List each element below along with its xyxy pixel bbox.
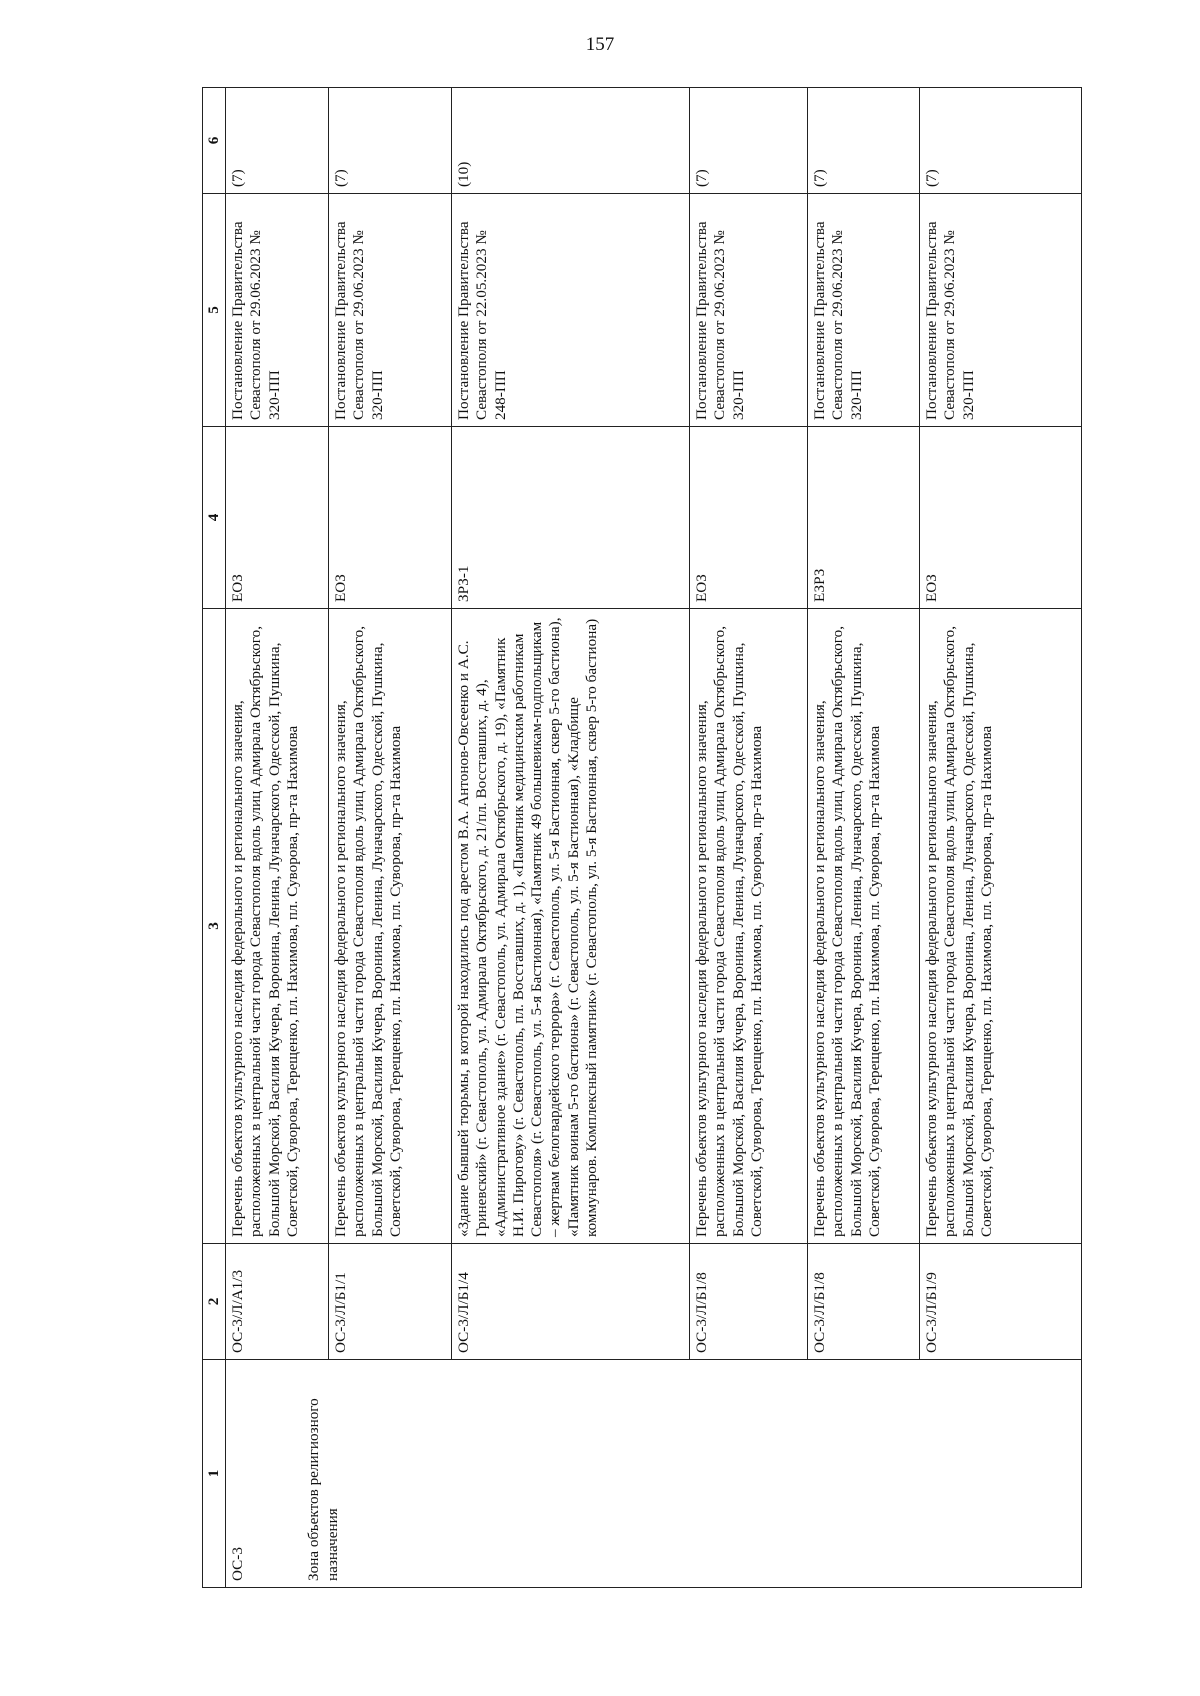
row-zone-type: ЕОЗ bbox=[920, 427, 1082, 609]
zones-table bbox=[202, 87, 1082, 1588]
row-document: Постановление Правительства Севастополя от 29.06.2023 № 320-ПП bbox=[920, 194, 1082, 427]
row-zone-type: ЗРЗ-1 bbox=[452, 427, 690, 609]
row-zone-type: ЕОЗ bbox=[226, 427, 329, 609]
row-reference: (7) bbox=[329, 88, 452, 194]
row-reference: (7) bbox=[920, 88, 1082, 194]
row-id: ОС-3/Л/Б1/8 bbox=[690, 1244, 808, 1360]
row-description: Перечень объектов культурного наследия федерального и регионального значения, расположенных в центральной части города Севастополя вдоль улиц Адмирала Октябрьского, Большой Морской, Василия Кучера, Воронина, Ленина, Луначарского, Одесской, Пушкина, Советской, Суворова, Терещенко, пл. Нахимова, пл. Суворова, пр-та Нахимова bbox=[226, 609, 329, 1244]
column-header: 5 bbox=[203, 194, 226, 427]
row-zone-type: ЕОЗ bbox=[690, 427, 808, 609]
row-zone-type: ЕЗРЗ bbox=[808, 427, 920, 609]
row-document: Постановление Правительства Севастополя от 29.06.2023 № 320-ПП bbox=[226, 194, 329, 427]
row-description: Перечень объектов культурного наследия федерального и регионального значения, расположенных в центральной части города Севастополя вдоль улиц Адмирала Октябрьского, Большой Морской, Василия Кучера, Воронина, Ленина, Луначарского, Одесской, Пушкина, Советской, Суворова, Терещенко, пл. Нахимова, пл. Суворова, пр-та Нахимова bbox=[808, 609, 920, 1244]
row-document: Постановление Правительства Севастополя от 22.05.2023 № 248-ПП bbox=[452, 194, 690, 427]
column-header: 4 bbox=[203, 427, 226, 609]
row-description: Перечень объектов культурного наследия федерального и регионального значения, расположенных в центральной части города Севастополя вдоль улиц Адмирала Октябрьского, Большой Морской, Василия Кучера, Воронина, Ленина, Луначарского, Одесской, Пушкина, Советской, Суворова, Терещенко, пл. Нахимова, пл. Суворова, пр-та Нахимова bbox=[690, 609, 808, 1244]
row-reference: (7) bbox=[226, 88, 329, 194]
row-reference: (7) bbox=[690, 88, 808, 194]
row-zone-type: ЕОЗ bbox=[329, 427, 452, 609]
column-header: 6 bbox=[203, 88, 226, 194]
row-description: «Здание бывшей тюрьмы, в которой находились под арестом В.А. Антонов-Овсеенко и А.С. Гриневский» (г. Севастополь, ул. Адмирала Октябрьского, д. 21/пл. Восставших, д. 4), «Административное здание» (г. Севастополь, ул. Адмирала Октябрьского, д. 19), «Памятник Н.И. Пирогову» (г. Севастополь, пл. Восставших, д. 1), «Памятник медицинским работникам Севастополя» (г. Севастополь, ул. 5-я Бастионная), «Памятник 49 большевикам-подпольщикам – жертвам белогвардейского террора» (г. Севастополь, ул. 5-я Бастионная, сквер 5-го бастиона), «Памятник воинам 5-го бастиона» (г. Севастополь, ул. 5-я Бастионная), «Кладбище коммунаров. Комплексный памятник» (г. Севастополь, ул. 5-я Бастионная, сквер 5-го бастиона) bbox=[452, 609, 690, 1244]
row-reference: (7) bbox=[808, 88, 920, 194]
row-reference: (10) bbox=[452, 88, 690, 194]
rotated-table-container bbox=[202, 88, 1080, 1588]
row-document: Постановление Правительства Севастополя от 29.06.2023 № 320-ПП bbox=[329, 194, 452, 427]
zone-name: Зона объектов религиозного назначения bbox=[305, 1398, 341, 1581]
row-id: ОС-3/Л/Б1/4 bbox=[452, 1244, 690, 1360]
table-header-row bbox=[203, 88, 226, 1588]
row-id: ОС-3/Л/Б1/8 bbox=[808, 1244, 920, 1360]
column-header: 2 bbox=[203, 1244, 226, 1360]
row-document: Постановление Правительства Севастополя от 29.06.2023 № 320-ПП bbox=[690, 194, 808, 427]
page-number: 157 bbox=[585, 34, 615, 55]
row-id: ОС-3/Л/Б1/9 bbox=[920, 1244, 1082, 1360]
row-id: ОС-3/Л/Б1/1 bbox=[329, 1244, 452, 1360]
zone-cell bbox=[226, 1360, 1082, 1588]
row-description: Перечень объектов культурного наследия федерального и регионального значения, расположенных в центральной части города Севастополя вдоль улиц Адмирала Октябрьского, Большой Морской, Василия Кучера, Воронина, Ленина, Луначарского, Одесской, Пушкина, Советской, Суворова, Терещенко, пл. Нахимова, пл. Суворова, пр-та Нахимова bbox=[920, 609, 1082, 1244]
table-row bbox=[226, 88, 329, 1588]
column-header: 1 bbox=[203, 1360, 226, 1588]
row-description: Перечень объектов культурного наследия федерального и регионального значения, расположенных в центральной части города Севастополя вдоль улиц Адмирала Октябрьского, Большой Морской, Василия Кучера, Воронина, Ленина, Луначарского, Одесской, Пушкина, Советской, Суворова, Терещенко, пл. Нахимова, пл. Суворова, пр-та Нахимова bbox=[329, 609, 452, 1244]
zone-code: ОС-3 bbox=[229, 1547, 247, 1581]
row-id: ОС-3/Л/А1/3 bbox=[226, 1244, 329, 1360]
row-document: Постановление Правительства Севастополя от 29.06.2023 № 320-ПП bbox=[808, 194, 920, 427]
column-header: 3 bbox=[203, 609, 226, 1244]
